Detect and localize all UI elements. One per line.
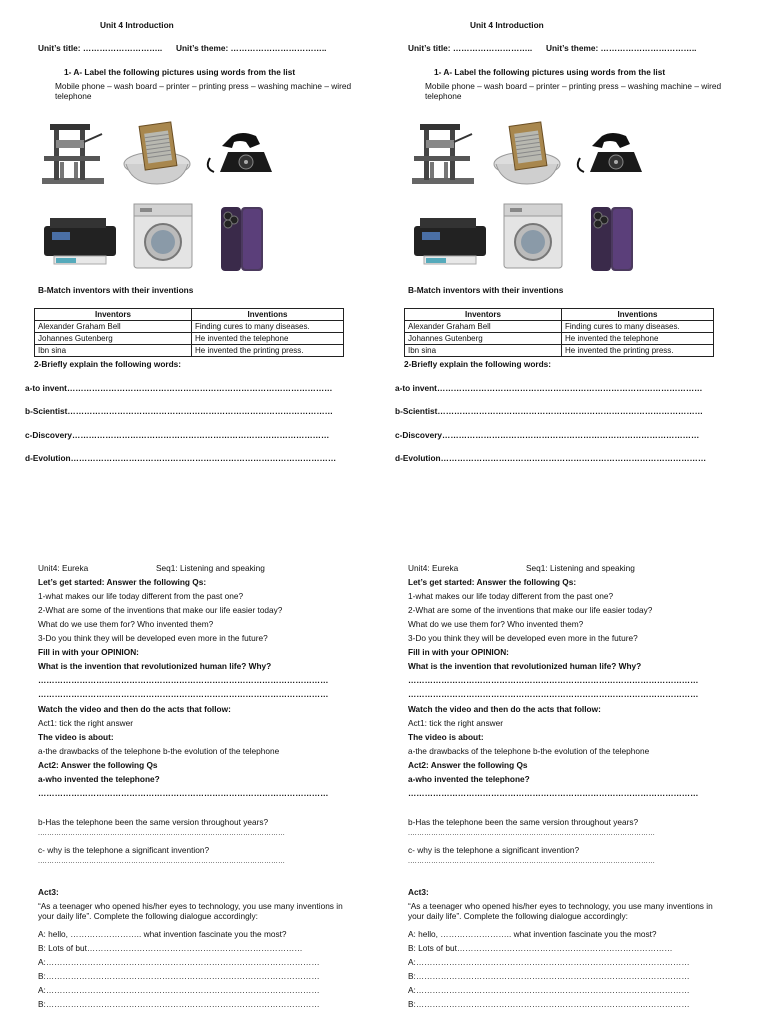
inventors-table	[404, 308, 714, 357]
table-cell: He invented the telephone	[562, 333, 714, 345]
act1-label: Act1: tick the right answer	[38, 718, 133, 728]
worksheet-left	[24, 0, 379, 1024]
table-row	[35, 321, 344, 333]
word-line: d-Evolution……………………………………………………………………………………	[25, 453, 337, 463]
table-cell: He invented the printing press.	[562, 345, 714, 357]
table-cell: Alexander Graham Bell	[35, 321, 192, 333]
q1-heading: 1- A- Label the following pictures using words from the list	[434, 67, 666, 77]
act3-label: Act3:	[38, 887, 59, 897]
act3-prompt: “As a teenager who opened his/her eyes to technology, you use many inventions in your daily life”. Complete the following dialogue accordingly:	[38, 901, 343, 922]
q1-heading: 1- A- Label the following pictures using words from the list	[64, 67, 296, 77]
answer-line: ……………………………………………………………………………………………	[408, 675, 699, 685]
word-line: a-to invent……………………………………………………………………………………	[395, 383, 703, 393]
dialogue-line: B:………………………………………………………………………………………	[408, 971, 690, 981]
dialogue-line: B:………………………………………………………………………………………	[38, 999, 320, 1009]
table-row	[405, 333, 714, 345]
act2-question-b: b-Has the telephone been the same version throughout years?	[38, 817, 269, 827]
wired-telephone-image	[572, 128, 650, 178]
question: 3-Do you think they will be developed even more in the future?	[38, 633, 268, 643]
washboard-image	[492, 120, 562, 188]
table-row	[35, 345, 344, 357]
video-about: The video is about:	[408, 732, 484, 742]
table-header: Inventors	[405, 309, 562, 321]
word-line: b-Scientist……………………………………………………………………………………	[395, 406, 703, 416]
q1-word-list: Mobile phone – wash board – printer – printing press – washing machine – wired telephone	[55, 81, 352, 102]
answer-line: ……………………………………………………………………………………………	[408, 788, 699, 798]
table-cell: Ibn sina	[35, 345, 192, 357]
printing-press-image	[410, 120, 476, 188]
word-line: b-Scientist……………………………………………………………………………………	[25, 406, 333, 416]
table-cell: Ibn sina	[405, 345, 562, 357]
dialogue-line: A:………………………………………………………………………………………	[408, 957, 690, 967]
seq-label: Seq1: Listening and speaking	[526, 563, 635, 573]
washboard-image	[122, 120, 192, 188]
act2-label: Act2: Answer the following Qs	[408, 760, 528, 770]
worksheet-right	[394, 0, 749, 1024]
opinion-question: What is the invention that revolutionized human life? Why?	[408, 661, 642, 671]
opinion-heading: Fill in with your OPINION:	[38, 647, 139, 657]
dialogue-line: B:………………………………………………………………………………………	[408, 999, 690, 1009]
table-row	[35, 333, 344, 345]
answer-line: ……………………………………………………………………………………………	[408, 689, 699, 699]
act1-label: Act1: tick the right answer	[408, 718, 503, 728]
answer-line: ……………………………………………………………………………………………	[38, 675, 329, 685]
dialogue-line: A: hello, …………………….. what invention fascinate you the most?	[38, 929, 287, 939]
q2-heading: 2-Briefly explain the following words:	[34, 359, 182, 369]
dialogue-line: A:………………………………………………………………………………………	[38, 985, 320, 995]
video-about: The video is about:	[38, 732, 114, 742]
table-cell: He invented the printing press.	[192, 345, 344, 357]
sheet-title: Unit 4 Introduction	[470, 20, 544, 30]
unit-title-line: Unit’s title: ………………………..	[408, 43, 533, 53]
q2-heading: 2-Briefly explain the following words:	[404, 359, 552, 369]
printer-image	[42, 212, 118, 268]
dialogue-line: B: Lots of but……………………………………………………………………	[408, 943, 673, 953]
dialogue-line: A:………………………………………………………………………………………	[38, 957, 320, 967]
q1-word-list: Mobile phone – wash board – printer – printing press – washing machine – wired telephone	[425, 81, 722, 102]
act2-question-a: a-who invented the telephone?	[38, 774, 160, 784]
word-line: c-Discovery…………………………………………………………………………………	[25, 430, 330, 440]
answer-line: .……………………………………………………………………………………………	[408, 858, 655, 865]
washing-machine-image	[502, 202, 564, 270]
answer-line: .……………………………………………………………………………………………	[38, 830, 285, 837]
word-line: c-Discovery…………………………………………………………………………………	[395, 430, 700, 440]
printing-press-image	[40, 120, 106, 188]
table-cell: Johannes Gutenberg	[405, 333, 562, 345]
unit-theme-line: Unit’s theme: ……………………………..	[546, 43, 697, 53]
washing-machine-image	[132, 202, 194, 270]
unit-label: Unit4: Eureka	[38, 563, 89, 573]
dialogue-line: B:………………………………………………………………………………………	[38, 971, 320, 981]
printer-image	[412, 212, 488, 268]
video-heading: Watch the video and then do the acts that follow:	[38, 704, 231, 714]
question: 3-Do you think they will be developed even more in the future?	[408, 633, 638, 643]
act2-question-c: c- why is the telephone a significant invention?	[408, 845, 580, 855]
table-header: Inventions	[192, 309, 344, 321]
started-heading: Let’s get started: Answer the following Qs:	[408, 577, 577, 587]
opinion-heading: Fill in with your OPINION:	[408, 647, 509, 657]
act3-prompt: “As a teenager who opened his/her eyes to technology, you use many inventions in your daily life”. Complete the following dialogue accordingly:	[408, 901, 713, 922]
answer-line: ……………………………………………………………………………………………	[38, 689, 329, 699]
video-heading: Watch the video and then do the acts that follow:	[408, 704, 601, 714]
answer-line: ……………………………………………………………………………………………	[38, 788, 329, 798]
started-heading: Let’s get started: Answer the following Qs:	[38, 577, 207, 587]
seq-label: Seq1: Listening and speaking	[156, 563, 265, 573]
table-row	[405, 345, 714, 357]
act2-question-b: b-Has the telephone been the same version throughout years?	[408, 817, 639, 827]
act2-question-a: a-who invented the telephone?	[408, 774, 530, 784]
act2-label: Act2: Answer the following Qs	[38, 760, 158, 770]
video-options: a-the drawbacks of the telephone b-the evolution of the telephone	[38, 746, 280, 756]
video-options: a-the drawbacks of the telephone b-the evolution of the telephone	[408, 746, 650, 756]
question: 2-What are some of the inventions that make our life easier today?	[408, 605, 653, 615]
table-header: Inventions	[562, 309, 714, 321]
question: 2-What are some of the inventions that make our life easier today?	[38, 605, 283, 615]
act3-label: Act3:	[408, 887, 429, 897]
table-cell: Finding cures to many diseases.	[192, 321, 344, 333]
opinion-question: What is the invention that revolutionized human life? Why?	[38, 661, 272, 671]
wired-telephone-image	[202, 128, 280, 178]
q1b-heading: B-Match inventors with their inventions	[408, 285, 564, 295]
table-cell: Finding cures to many diseases.	[562, 321, 714, 333]
word-line: d-Evolution……………………………………………………………………………………	[395, 453, 707, 463]
table-cell: He invented the telephone	[192, 333, 344, 345]
q1b-heading: B-Match inventors with their inventions	[38, 285, 194, 295]
table-cell: Johannes Gutenberg	[35, 333, 192, 345]
question: What do we use them for? Who invented them?	[38, 619, 214, 629]
mobile-phone-image	[590, 206, 634, 274]
unit-label: Unit4: Eureka	[408, 563, 459, 573]
question: 1-what makes our life today different from the past one?	[408, 591, 614, 601]
dialogue-line: A:………………………………………………………………………………………	[408, 985, 690, 995]
answer-line: .……………………………………………………………………………………………	[408, 830, 655, 837]
inventors-table	[34, 308, 344, 357]
sheet-title: Unit 4 Introduction	[100, 20, 174, 30]
question: 1-what makes our life today different from the past one?	[38, 591, 244, 601]
act2-question-c: c- why is the telephone a significant invention?	[38, 845, 210, 855]
word-line: a-to invent……………………………………………………………………………………	[25, 383, 333, 393]
dialogue-line: B: Lots of but……………………………………………………………………	[38, 943, 303, 953]
mobile-phone-image	[220, 206, 264, 274]
table-header: Inventors	[35, 309, 192, 321]
table-cell: Alexander Graham Bell	[405, 321, 562, 333]
question: What do we use them for? Who invented them?	[408, 619, 584, 629]
dialogue-line: A: hello, …………………….. what invention fascinate you the most?	[408, 929, 657, 939]
unit-theme-line: Unit’s theme: ……………………………..	[176, 43, 327, 53]
table-row	[405, 321, 714, 333]
answer-line: .……………………………………………………………………………………………	[38, 858, 285, 865]
unit-title-line: Unit’s title: ………………………..	[38, 43, 163, 53]
